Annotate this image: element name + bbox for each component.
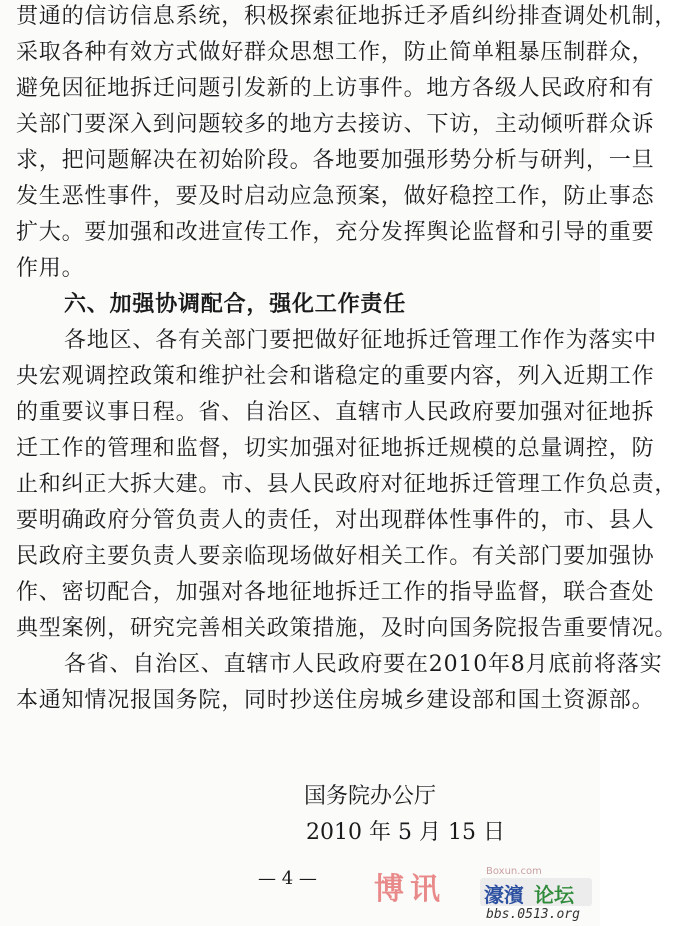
section-heading: 六、加强协调配合，强化工作责任	[64, 292, 407, 317]
forum-label-watermark: 论坛	[534, 883, 574, 907]
boxun-url-watermark: Boxun.com	[486, 866, 542, 877]
section-line-1: 各地区、各有关部门要把做好征地拆迁管理工作作为落实中	[64, 328, 657, 353]
body-line-8: 作用。	[16, 256, 85, 281]
body-line-5: 求，把问题解决在初始阶段。各地要加强形势分析与研判，一旦	[16, 148, 655, 173]
section-line-6: 要明确政府分管负责人的责任，对出现群体性事件的，市、县人	[16, 508, 655, 533]
forum-url-watermark: bbs.0513.org	[486, 907, 580, 922]
section-line-2: 央宏观调控政策和维护社会和谐稳定的重要内容，列入近期工作	[16, 364, 655, 389]
section-line-7: 民政府主要负责人要亲临现场做好相关工作。有关部门要加强协	[16, 544, 655, 569]
body-line-7: 扩大。要加强和改进宣传工作，充分发挥舆论监督和引导的重要	[16, 220, 655, 245]
body-line-4: 关部门要深入到问题较多的地方去接访、下访，主动倾听群众诉	[16, 112, 655, 137]
section-line-8: 作、密切配合，加强对各地征地拆迁工作的指导监督，联合查处	[16, 580, 655, 605]
signature-date: 2010 年 5 月 15 日	[306, 820, 505, 845]
final-line-1: 各省、自治区、直辖市人民政府要在2010年8月底前将落实	[64, 652, 663, 677]
section-line-4: 迁工作的管理和监督，切实加强对征地拆迁规模的总量调控，防	[16, 436, 655, 461]
page-number: — 4 —	[258, 868, 317, 889]
body-line-2: 采取各种有效方式做好群众思想工作，防止简单粗暴压制群众，	[16, 40, 655, 65]
body-line-6: 发生恶性事件，要及时启动应急预案，做好稳控工作，防止事态	[16, 184, 655, 209]
section-line-5: 止和纠正大拆大建。市、县人民政府对征地拆迁管理工作负总责，	[16, 472, 677, 497]
boxun-watermark: 博讯	[374, 872, 446, 907]
body-line-3: 避免因征地拆迁问题引发新的上访事件。地方各级人民政府和有	[16, 76, 655, 101]
body-line-1: 贯通的信访信息系统，积极探索征地拆迁矛盾纠纷排查调处机制，	[16, 4, 677, 29]
section-line-9: 典型案例，研究完善相关政策措施，及时向国务院报告重要情况。	[16, 616, 677, 641]
forum-name-watermark: 濠濱	[484, 883, 524, 907]
final-line-2: 本通知情况报国务院，同时抄送住房城乡建设部和国土资源部。	[16, 688, 655, 713]
signature-org: 国务院办公厅	[304, 784, 437, 809]
section-line-3: 的重要议事日程。省、自治区、直辖市人民政府要加强对征地拆	[16, 400, 655, 425]
